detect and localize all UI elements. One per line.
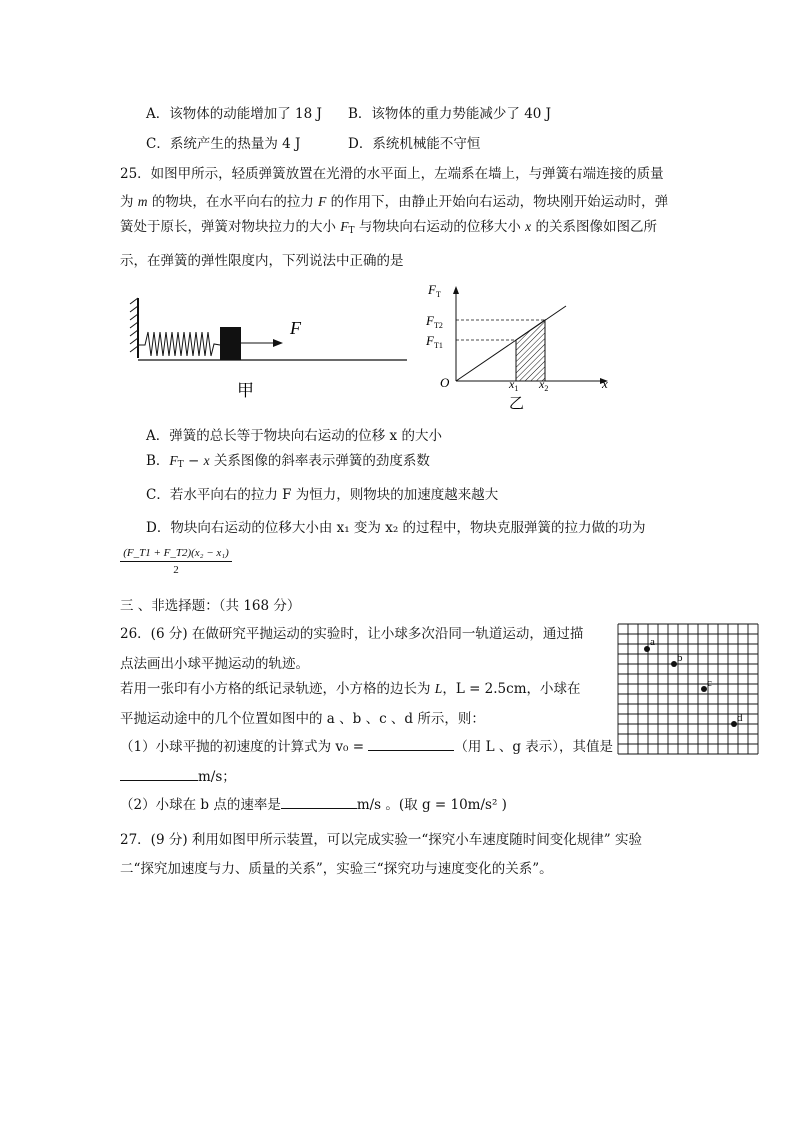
q24-option-a: A．该物体的动能增加了 18 J [146, 106, 322, 122]
answer-blank-b-speed[interactable] [281, 795, 357, 809]
point-c-label: c [707, 677, 712, 689]
x2-label: $x_2$ [539, 377, 549, 393]
q25-line-4: 示，在弹簧的弹性限度内，下列说法中正确的是 [120, 253, 404, 269]
work-area-hatched [516, 320, 545, 381]
q26-line-2: 点法画出小球平抛运动的轨迹。 [120, 656, 309, 672]
q25-option-b: B．$F_T - x$ 关系图像的斜率表示弹簧的劲度系数 [146, 453, 430, 470]
figure-yi-graph [422, 280, 617, 415]
q25-option-c: C．若水平向右的拉力 F 为恒力，则物块的加速度越来越大 [146, 487, 499, 503]
q27-line-2: 二“探究加速度与力、质量的关系”，实验三“探究功与速度变化的关系”。 [120, 861, 553, 877]
q26-sub-1: （1）小球平抛的初速度的计算式为 v₀ = （用 L 、g 表示），其值是 [120, 739, 614, 755]
q26-sub-2: （2）小球在 b 点的速率是 m/s 。(取 g = 10m/s² ) [120, 797, 507, 813]
ft2-label: $F_{T2}$ [426, 313, 443, 330]
figure-jia-spring-block [125, 292, 415, 402]
grid-lines [618, 624, 758, 754]
q26-sub-1-value: m/s； [120, 767, 236, 786]
q25-option-a: A．弹簧的总长等于物块向右运动的位移 x 的大小 [146, 428, 442, 444]
origin-label: O [440, 375, 450, 390]
q25-option-d: D．物块向右运动的位移大小由 x₁ 变为 x₂ 的过程中，物块克服弹簧的拉力做的功为 [146, 520, 646, 536]
fraction-numerator: (F_T1 + F_T2)(x₂ − x₁) [120, 547, 232, 562]
q24-option-c: C．系统产生的热量为 4 J [146, 136, 301, 152]
point-b-label: b [677, 652, 683, 664]
x-axis-label: x [602, 376, 608, 391]
answer-blank-v0-formula[interactable] [368, 737, 454, 751]
spring [138, 332, 220, 356]
figure-jia-caption: 甲 [237, 381, 254, 400]
work-formula-fraction [120, 547, 232, 576]
y-axis-arrow [453, 286, 459, 294]
q24-option-b: B．该物体的重力势能减少了 40 J [348, 106, 552, 122]
q25-line-2: 为 m 的物块，在水平向右的拉力 F 的作用下，由静止开始向右运动，物块刚开始运动时，弹 [120, 194, 669, 210]
point-d-label: d [737, 712, 743, 724]
force-arrowhead [273, 339, 283, 347]
y-axis-label: $F_T$ [428, 282, 441, 299]
x1-label: $x_1$ [509, 377, 519, 393]
answer-blank-v0-value[interactable] [120, 767, 198, 781]
force-displacement-line [456, 306, 566, 381]
q26-line-3: 若用一张印有小方格的纸记录轨迹，小方格的边长为 L，L = 2.5cm，小球在 [120, 681, 581, 697]
trajectory-grid-figure [617, 623, 767, 755]
point-a-label: a [650, 636, 655, 648]
section-3-heading: 三 、非选择题：（共 168 分） [120, 598, 301, 614]
q24-option-d: D．系统机械能不守恒 [348, 136, 481, 152]
q25-line-3: 簧处于原长，弹簧对物块拉力的大小 $F_T$ 与物块向右运动的位移大小 x 的关系图像如图乙所 [120, 219, 657, 236]
fraction-denominator: 2 [173, 564, 179, 576]
wall-hatching [130, 298, 138, 352]
block [220, 327, 241, 360]
ft1-label: $F_{T1}$ [426, 333, 443, 350]
q26-line-4: 平抛运动途中的几个位置如图中的 a 、b 、c 、d 所示，则： [120, 711, 485, 727]
q26-line-1: 26．(6 分) 在做研究平抛运动的实验时，让小球多次沿同一轨道运动，通过描 [120, 626, 584, 642]
figure-yi-caption: 乙 [509, 396, 525, 412]
q27-line-1: 27．(9 分) 利用如图甲所示装置，可以完成实验一“探究小车速度随时间变化规律” 实验 [120, 832, 642, 848]
q25-line-1: 25．如图甲所示，轻质弹簧放置在光滑的水平面上，左端系在墙上，与弹簧右端连接的质量 [120, 166, 664, 182]
force-label: F [290, 318, 301, 338]
